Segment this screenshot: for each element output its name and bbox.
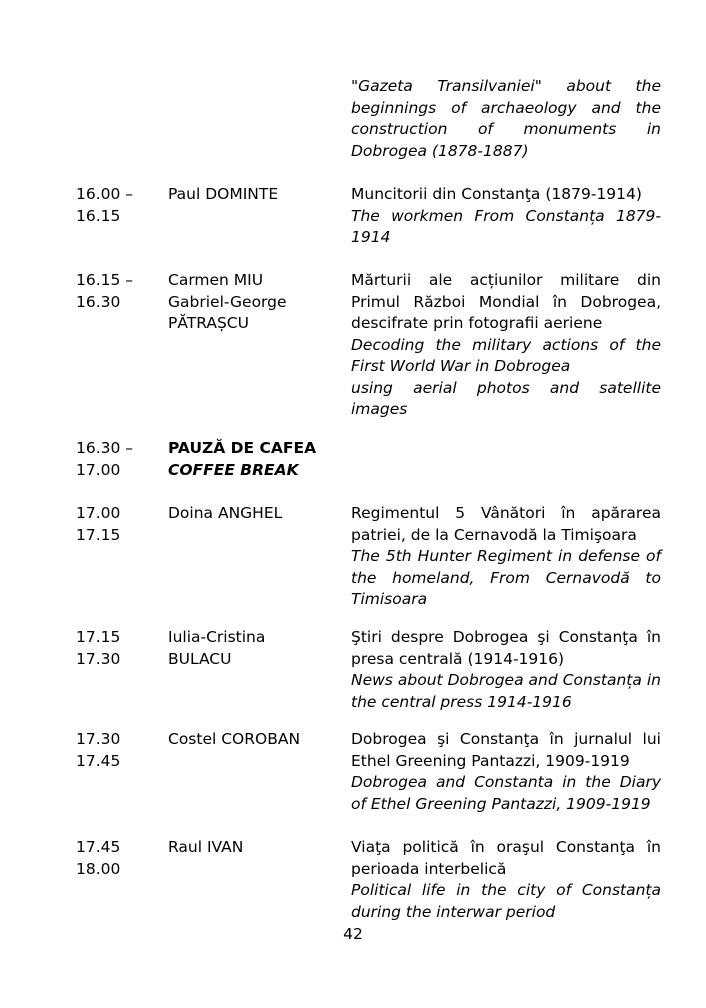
session-speaker <box>168 184 343 206</box>
title-en-line: The 5th Hunter Regiment in defense of <box>351 547 661 565</box>
title-ro-line: presa centrală (1914-1916) <box>351 649 565 668</box>
title-ro-line: descifrate prin fotografii aeriene <box>351 314 603 332</box>
title-ro-line: Mărturii ale acțiunilor militare din <box>351 271 661 289</box>
title-en-line: Timisoara <box>351 590 428 608</box>
title-ro-line: Dobrogea şi Constanţa în jurnalul lui <box>351 730 661 748</box>
session-row <box>76 270 662 430</box>
time-end: 16.30 <box>76 292 121 311</box>
session-talk <box>351 270 661 421</box>
session-talk <box>351 837 661 923</box>
speaker-name: BULACU <box>168 649 232 668</box>
session-speaker <box>168 270 343 335</box>
session-talk <box>351 627 661 713</box>
session-talk <box>351 184 661 249</box>
break-label-ro: PAUZĂ DE CAFEA <box>168 439 317 457</box>
session-time <box>76 837 166 880</box>
title-en-line: The workmen From Constanța 1879- <box>351 206 661 225</box>
time-start: 17.30 <box>76 730 121 748</box>
title-en-line: Decoding the military actions of the <box>351 335 661 354</box>
break-label <box>168 438 343 481</box>
title-ro-line: Regimentul 5 Vânători în apărarea <box>351 504 661 522</box>
speaker-name: Raul IVAN <box>168 838 244 856</box>
title-ro-line: Ethel Greening Pantazzi, 1909-1919 <box>351 751 630 770</box>
session-row <box>76 627 662 737</box>
speaker-name: Costel COROBAN <box>168 730 301 748</box>
session-time <box>76 184 166 227</box>
title-en-line: 1914 <box>351 228 391 246</box>
time-end: 17.00 <box>76 460 121 479</box>
time-start: 16.15 – <box>76 271 134 289</box>
session-speaker <box>168 837 343 859</box>
session-talk <box>351 503 661 611</box>
time-start: 16.30 – <box>76 439 134 457</box>
session-time <box>76 270 166 313</box>
time-end: 18.00 <box>76 859 121 878</box>
title-ro-line: Primul Război Mondial în Dobrogea, <box>351 292 661 311</box>
title-en-line: the homeland, From Cernavodă to <box>351 568 661 587</box>
time-start: 17.00 <box>76 504 121 522</box>
title-ro-line: Muncitorii din Constanţa (1879-1914) <box>351 185 642 203</box>
time-end: 16.15 <box>76 206 121 225</box>
title-en-line: First World War in Dobrogea <box>351 357 571 375</box>
session-time <box>76 503 166 546</box>
speaker-name: Doina ANGHEL <box>168 504 283 522</box>
session-time <box>76 729 166 772</box>
speaker-name: Gabriel-George <box>168 292 287 311</box>
title-en-line: during the interwar period <box>351 902 556 921</box>
title-en-line: Political life in the city of Constanța <box>351 881 661 899</box>
continued-talk-title-en <box>351 76 661 162</box>
session-speaker <box>168 627 343 670</box>
session-row <box>76 503 662 613</box>
title-en-line: of Ethel Greening Pantazzi, 1909-1919 <box>351 794 651 813</box>
title-en-line: images <box>351 400 408 418</box>
time-start: 17.45 <box>76 838 121 856</box>
speaker-name: Iulia-Cristina <box>168 628 266 646</box>
speaker-name: Carmen MIU <box>168 271 264 289</box>
time-start: 17.15 <box>76 628 121 646</box>
text-line: "Gazeta Transilvaniei" about the <box>351 77 661 95</box>
title-ro-line: Ştiri despre Dobrogea şi Constanţa în <box>351 628 661 646</box>
time-start: 16.00 – <box>76 185 134 203</box>
title-en-line: Dobrogea and Constanta in the Diary <box>351 773 661 791</box>
title-en-line: News about Dobrogea and Constanța in <box>351 671 661 689</box>
time-end: 17.30 <box>76 649 121 668</box>
break-label-en: COFFEE BREAK <box>168 460 299 479</box>
text-line: Dobrogea (1878-1887) <box>351 141 529 160</box>
speaker-name: PĂTRAȘCU <box>168 314 249 332</box>
time-end: 17.15 <box>76 525 121 544</box>
title-ro-line: patriei, de la Cernavodă la Timişoara <box>351 525 637 544</box>
title-en-line: using aerial photos and satellite <box>351 378 661 397</box>
title-ro-line: Viaţa politică în oraşul Constanţa în <box>351 838 661 856</box>
session-time <box>76 438 166 481</box>
session-time <box>76 627 166 670</box>
time-end: 17.45 <box>76 751 121 770</box>
text-line: construction of monuments in <box>351 120 661 138</box>
break-row <box>76 438 662 488</box>
session-speaker <box>168 503 343 525</box>
text-line: beginnings of archaeology and the <box>351 98 661 117</box>
session-speaker <box>168 729 343 751</box>
title-en-line: the central press 1914-1916 <box>351 692 572 711</box>
title-ro-line: perioada interbelică <box>351 859 507 878</box>
session-row <box>76 729 662 839</box>
session-talk <box>351 729 661 815</box>
speaker-name: Paul DOMINTE <box>168 185 279 203</box>
page-number: 42 <box>343 925 363 943</box>
